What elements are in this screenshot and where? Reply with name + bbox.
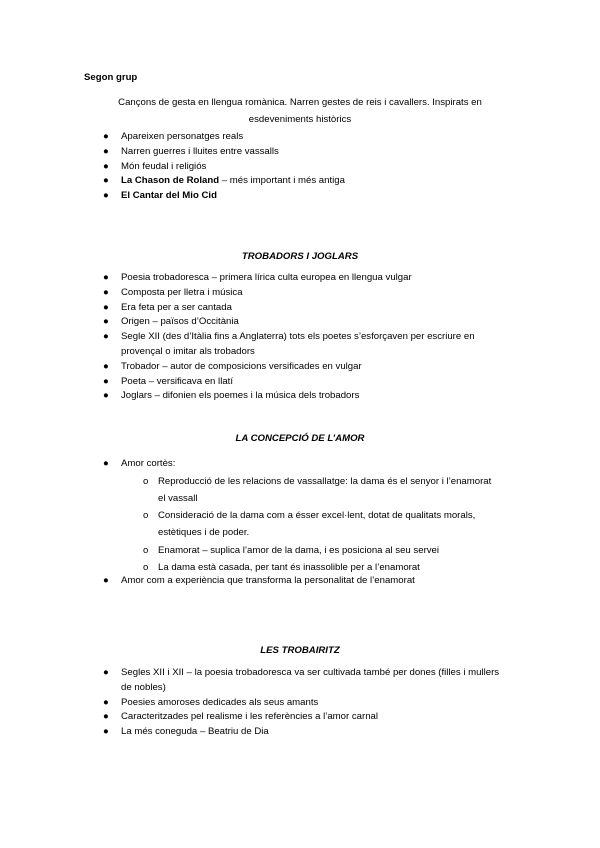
sub-list-item xyxy=(121,473,500,507)
list-item-text: Segles XII i XII – la poesia trobadoresca va ser cultivada també per dones (filles i mullers de nobles) xyxy=(121,667,500,693)
bullet-icon: ● xyxy=(103,575,109,586)
list-item xyxy=(0,330,600,360)
list-item xyxy=(0,375,600,390)
bullet-icon: ● xyxy=(103,360,109,372)
sub-list-item-text: Reproducció de les relacions de vassallatge: la dama és el senyor i l’enamorat el vassall xyxy=(158,475,492,504)
bullet-icon: ● xyxy=(103,667,109,678)
list-item-text: Amor cortès: xyxy=(121,458,176,469)
bullet-icon: ● xyxy=(103,711,109,723)
list-item xyxy=(0,457,600,576)
list-item-text: Era feta per a ser cantada xyxy=(121,301,232,313)
bullet-icon: ● xyxy=(103,131,109,142)
sub-bullet-icon: o xyxy=(143,475,149,487)
list-trobairitz xyxy=(0,666,600,740)
list-item xyxy=(0,286,600,301)
list-trobadors xyxy=(0,271,600,404)
work-title: El Cantar del Mio Cid xyxy=(121,190,217,202)
list-item xyxy=(0,360,600,375)
bullet-icon: ● xyxy=(103,286,109,298)
bullet-icon: ● xyxy=(103,316,109,328)
list-item-text: Narren guerres i lluites entre vassalls xyxy=(121,145,279,157)
list-item-text: Poesia trobadoresca – primera lírica culta europea en llengua vulgar xyxy=(121,272,412,283)
list-item-text: Trobador – autor de composicions versificades en vulgar xyxy=(121,360,362,372)
bullet-icon: ● xyxy=(103,272,109,283)
list-item xyxy=(0,710,600,725)
list-item xyxy=(0,301,600,316)
list-item-text: Segle XII (des d’Itàlia fins a Anglaterra) tots els poetes s’esforçaven per escriure en provençal o imitar als trobadors xyxy=(121,331,475,357)
list-item xyxy=(0,696,600,711)
sub-list-item-text: La dama està casada, per tant és inassolible per a l’enamorat xyxy=(158,561,420,573)
sub-list-item xyxy=(121,542,500,559)
list-item-text: Joglars – difonien els poemes i la música dels trobadors xyxy=(121,390,360,402)
list-item xyxy=(0,315,600,330)
list-item-text: Poeta – versificava en llatí xyxy=(121,375,233,387)
bullet-icon: ● xyxy=(103,145,109,157)
list-item xyxy=(0,145,600,160)
bullet-icon: ● xyxy=(103,190,109,202)
section-title-amor: LA CONCEPCIÓ DE L’AMOR xyxy=(235,433,365,444)
bullet-icon: ● xyxy=(103,458,109,469)
list-item-text: Poesies amoroses dedicades als seus amants xyxy=(121,696,319,708)
list-cantars xyxy=(0,130,600,204)
intro-paragraph: Cançons de gesta en llengua romànica. Narren gestes de reis i cavallers. Inspirats en esdeveniments històrics xyxy=(118,97,482,125)
bullet-icon: ● xyxy=(103,301,109,313)
bullet-icon: ● xyxy=(103,375,109,387)
list-item xyxy=(0,574,600,589)
list-item-text: Apareixen personatges reals xyxy=(121,131,244,142)
group-heading: Segon grup xyxy=(84,72,138,83)
sub-bullet-icon: o xyxy=(143,544,149,556)
list-amor-experiencia xyxy=(0,574,600,589)
list-item xyxy=(0,189,600,204)
section-title-trobadors: TROBADORS I JOGLARS xyxy=(241,251,359,262)
list-item xyxy=(0,130,600,145)
list-item xyxy=(0,725,600,740)
bullet-icon: ● xyxy=(103,331,109,343)
sub-list-item xyxy=(121,507,500,541)
bullet-icon: ● xyxy=(103,175,109,187)
list-item-text: Amor com a experiència que transforma la personalitat de l’enamorat xyxy=(121,575,415,586)
bullet-icon: ● xyxy=(103,696,109,708)
list-item-text: Origen – països d’Occitània xyxy=(121,316,239,328)
sublist-amor-cortes xyxy=(121,473,500,576)
bullet-icon: ● xyxy=(103,726,109,738)
list-item-text: – més important i més antiga xyxy=(219,175,345,187)
list-item xyxy=(0,389,600,404)
bullet-icon: ● xyxy=(103,160,109,172)
list-item-text: Caracteritzades pel realisme i les referències a l’amor carnal xyxy=(121,711,379,723)
sub-list-item-text: Consideració de la dama com a ésser excel·lent, dotat de qualitats morals, estètiques i de poder. xyxy=(158,510,476,539)
list-item xyxy=(0,174,600,189)
list-item xyxy=(0,271,600,286)
list-item-text: La més coneguda – Beatriu de Dia xyxy=(121,726,269,738)
work-title: La Chason de Roland xyxy=(121,175,220,187)
list-item-text: Món feudal i religiós xyxy=(121,160,207,172)
sub-list-item-text: Enamorat – suplica l’amor de la dama, i es posiciona al seu servei xyxy=(158,544,440,556)
bullet-icon: ● xyxy=(103,390,109,402)
list-amor xyxy=(0,457,600,576)
section-title-trobairitz: LES TROBAIRITZ xyxy=(260,645,340,656)
sub-bullet-icon: o xyxy=(143,510,149,522)
list-item xyxy=(0,160,600,175)
list-item-text: Composta per lletra i música xyxy=(121,286,243,298)
sub-bullet-icon: o xyxy=(143,561,149,573)
list-item xyxy=(0,666,600,696)
